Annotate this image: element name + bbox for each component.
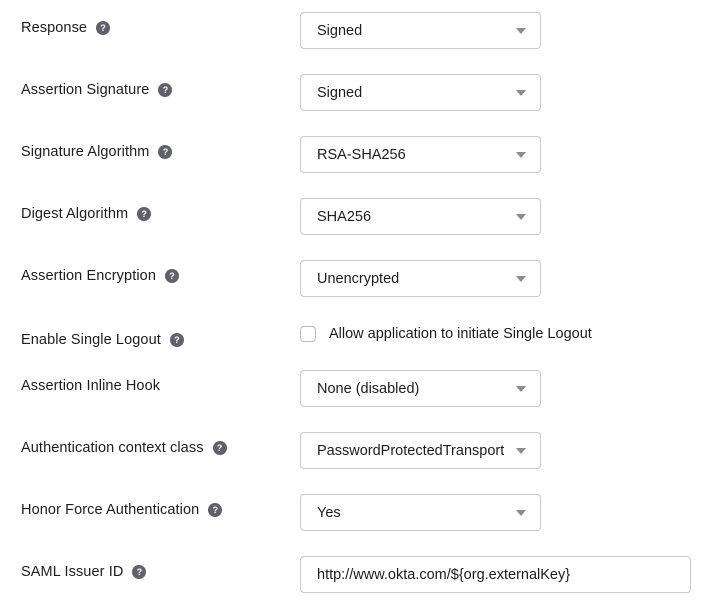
honor-force-authentication-label: Honor Force Authentication — [21, 502, 200, 518]
authentication-context-class-control-cell — [300, 432, 691, 469]
chevron-down-icon — [516, 90, 526, 96]
help-icon[interactable]: ? — [213, 441, 227, 455]
form-row-assertion-encryption — [21, 260, 691, 322]
chevron-down-icon — [516, 276, 526, 282]
assertion-inline-hook-control-cell — [300, 370, 691, 407]
help-icon[interactable]: ? — [165, 269, 179, 283]
saml-issuer-id-input[interactable] — [300, 556, 691, 593]
help-icon[interactable]: ? — [158, 83, 172, 97]
response-control-cell — [300, 12, 691, 49]
assertion-inline-hook-label-cell — [21, 370, 300, 395]
enable-single-logout-checkbox-wrap — [300, 324, 592, 342]
assertion-encryption-select-value: Unencrypted — [317, 270, 400, 287]
form-row-honor-force-authentication — [21, 494, 691, 556]
assertion-inline-hook-select[interactable] — [300, 370, 541, 407]
help-icon[interactable]: ? — [132, 565, 146, 579]
enable-single-logout-checkbox-label: Allow application to initiate Single Logout — [329, 326, 592, 342]
authentication-context-class-select-value: PasswordProtectedTransport — [317, 442, 505, 459]
response-select-value: Signed — [317, 22, 363, 39]
saml-issuer-id-control-cell — [300, 556, 691, 593]
chevron-down-icon — [516, 510, 526, 516]
help-icon[interactable]: ? — [96, 21, 110, 35]
honor-force-authentication-label-cell — [21, 494, 300, 519]
form-row-saml-issuer-id — [21, 556, 691, 602]
saml-issuer-id-label: SAML Issuer ID — [21, 564, 124, 580]
digest-algorithm-label: Digest Algorithm — [21, 206, 129, 222]
assertion-inline-hook-label: Assertion Inline Hook — [21, 378, 161, 394]
form-row-assertion-inline-hook — [21, 370, 691, 432]
assertion-signature-control-cell — [300, 74, 691, 111]
saml-issuer-id-label-cell — [21, 556, 300, 581]
form-row-authentication-context-class — [21, 432, 691, 494]
assertion-signature-select-value: Signed — [317, 84, 363, 101]
assertion-signature-label-cell — [21, 74, 300, 99]
form-row-assertion-signature — [21, 74, 691, 136]
signature-algorithm-control-cell — [300, 136, 691, 173]
enable-single-logout-checkbox[interactable] — [300, 326, 316, 342]
enable-single-logout-label-cell — [21, 324, 300, 349]
help-icon[interactable]: ? — [170, 333, 184, 347]
enable-single-logout-label: Enable Single Logout — [21, 332, 161, 348]
chevron-down-icon — [516, 214, 526, 220]
enable-single-logout-control-cell — [300, 324, 691, 342]
assertion-encryption-select[interactable] — [300, 260, 541, 297]
signature-algorithm-label: Signature Algorithm — [21, 144, 150, 160]
form-row-digest-algorithm — [21, 198, 691, 260]
form-row-enable-single-logout — [21, 322, 691, 370]
digest-algorithm-label-cell — [21, 198, 300, 223]
response-label-cell — [21, 12, 300, 37]
chevron-down-icon — [516, 28, 526, 34]
help-icon[interactable]: ? — [158, 145, 172, 159]
response-select[interactable] — [300, 12, 541, 49]
form-row-response — [21, 12, 691, 74]
honor-force-authentication-select[interactable] — [300, 494, 541, 531]
assertion-encryption-control-cell — [300, 260, 691, 297]
assertion-encryption-label-cell — [21, 260, 300, 285]
response-label: Response — [21, 20, 88, 36]
chevron-down-icon — [516, 152, 526, 158]
honor-force-authentication-select-value: Yes — [317, 504, 341, 521]
help-icon[interactable]: ? — [137, 207, 151, 221]
help-icon[interactable]: ? — [208, 503, 222, 517]
authentication-context-class-label-cell — [21, 432, 300, 457]
form-row-signature-algorithm — [21, 136, 691, 198]
chevron-down-icon — [516, 448, 526, 454]
digest-algorithm-control-cell — [300, 198, 691, 235]
authentication-context-class-label: Authentication context class — [21, 440, 204, 456]
signature-algorithm-select[interactable] — [300, 136, 541, 173]
assertion-encryption-label: Assertion Encryption — [21, 268, 156, 284]
authentication-context-class-select[interactable] — [300, 432, 541, 469]
assertion-signature-label: Assertion Signature — [21, 82, 150, 98]
signature-algorithm-label-cell — [21, 136, 300, 161]
chevron-down-icon — [516, 386, 526, 392]
honor-force-authentication-control-cell — [300, 494, 691, 531]
digest-algorithm-select[interactable] — [300, 198, 541, 235]
assertion-inline-hook-select-value: None (disabled) — [317, 380, 420, 397]
digest-algorithm-select-value: SHA256 — [317, 208, 372, 225]
signature-algorithm-select-value: RSA-SHA256 — [317, 146, 406, 163]
assertion-signature-select[interactable] — [300, 74, 541, 111]
